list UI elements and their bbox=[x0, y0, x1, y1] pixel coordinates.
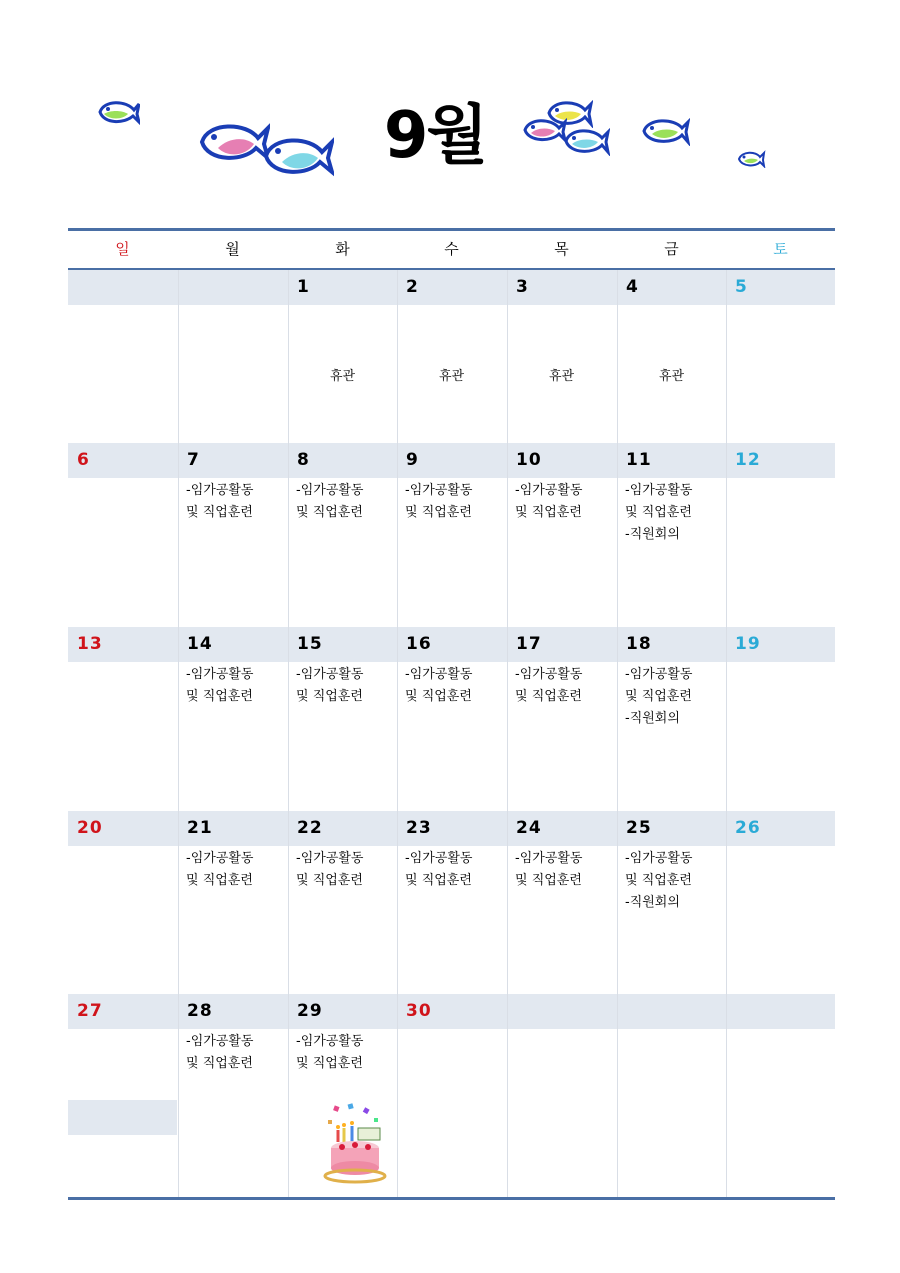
day-number: 6 bbox=[77, 450, 90, 470]
event-note: -임가공활동 bbox=[405, 667, 473, 682]
event-note: 및 직업훈련 bbox=[405, 505, 472, 520]
week-number-band bbox=[68, 994, 835, 1029]
day-number: 19 bbox=[735, 634, 761, 654]
closed-label: 휴관 bbox=[658, 369, 685, 384]
fish-icon bbox=[198, 120, 270, 164]
week-number-band bbox=[68, 627, 835, 662]
week-number-band bbox=[68, 270, 835, 305]
week-number-band bbox=[68, 811, 835, 846]
event-note: -임가공활동 bbox=[405, 483, 473, 498]
day-number: 17 bbox=[516, 634, 542, 654]
day-number: 5 bbox=[735, 277, 748, 297]
day-number: 1 bbox=[297, 277, 310, 297]
event-note: 및 직업훈련 bbox=[186, 873, 253, 888]
event-note: -임가공활동 bbox=[625, 667, 693, 682]
weekday-header: 월 bbox=[225, 240, 240, 258]
event-note: 및 직업훈련 bbox=[625, 873, 692, 888]
day-number: 7 bbox=[187, 450, 200, 470]
day-number: 25 bbox=[626, 818, 652, 838]
weekday-header: 일 bbox=[115, 240, 130, 258]
event-note: 및 직업훈련 bbox=[515, 505, 582, 520]
weekday-header: 토 bbox=[773, 240, 788, 258]
page-title: 9월 bbox=[383, 99, 487, 173]
day-number: 4 bbox=[626, 277, 639, 297]
day-number: 22 bbox=[297, 818, 323, 838]
fish-icon bbox=[736, 150, 766, 168]
event-note: -임가공활동 bbox=[296, 483, 364, 498]
day-number: 11 bbox=[626, 450, 652, 470]
calendar-bottom-rule bbox=[68, 1197, 835, 1200]
column-divider bbox=[178, 270, 179, 1197]
event-note: -임가공활동 bbox=[296, 1034, 364, 1049]
day-number: 27 bbox=[77, 1001, 103, 1021]
fish-icon bbox=[521, 116, 567, 144]
day-number: 24 bbox=[516, 818, 542, 838]
day-number: 3 bbox=[516, 277, 529, 297]
event-note: 및 직업훈련 bbox=[625, 689, 692, 704]
event-note: -임가공활동 bbox=[625, 851, 693, 866]
column-divider bbox=[726, 270, 727, 1197]
event-note: 및 직업훈련 bbox=[296, 505, 363, 520]
day-number: 13 bbox=[77, 634, 103, 654]
event-note: 및 직업훈련 bbox=[296, 1056, 363, 1071]
event-note: -임가공활동 bbox=[515, 851, 583, 866]
event-note: -직원회의 bbox=[625, 711, 680, 726]
week-number-band bbox=[68, 443, 835, 478]
event-note: -임가공활동 bbox=[296, 667, 364, 682]
event-note: -임가공활동 bbox=[515, 667, 583, 682]
weekday-header: 금 bbox=[664, 240, 679, 258]
day-number: 28 bbox=[187, 1001, 213, 1021]
event-note: 및 직업훈련 bbox=[296, 873, 363, 888]
event-note: 및 직업훈련 bbox=[515, 689, 582, 704]
event-note: -임가공활동 bbox=[625, 483, 693, 498]
day-number: 29 bbox=[297, 1001, 323, 1021]
day-number: 23 bbox=[406, 818, 432, 838]
event-note: -임가공활동 bbox=[186, 1034, 254, 1049]
event-note: 및 직업훈련 bbox=[625, 505, 692, 520]
birthday-cake-icon bbox=[322, 1102, 388, 1186]
weekday-header: 수 bbox=[444, 240, 459, 258]
event-note: 및 직업훈련 bbox=[515, 873, 582, 888]
event-note: -임가공활동 bbox=[515, 483, 583, 498]
event-note: -임가공활동 bbox=[186, 483, 254, 498]
day-number: 15 bbox=[297, 634, 323, 654]
event-note: 및 직업훈련 bbox=[186, 505, 253, 520]
day-number: 8 bbox=[297, 450, 310, 470]
day-number: 21 bbox=[187, 818, 213, 838]
fish-icon bbox=[96, 98, 140, 126]
event-note: -임가공활동 bbox=[296, 851, 364, 866]
event-note: -직원회의 bbox=[625, 527, 680, 542]
day-number: 12 bbox=[735, 450, 761, 470]
column-divider bbox=[507, 270, 508, 1197]
weekday-header: 화 bbox=[335, 240, 350, 258]
event-note: -직원회의 bbox=[625, 895, 680, 910]
event-note: 및 직업훈련 bbox=[405, 873, 472, 888]
event-note: -임가공활동 bbox=[186, 667, 254, 682]
event-note: 및 직업훈련 bbox=[405, 689, 472, 704]
event-note: 및 직업훈련 bbox=[296, 689, 363, 704]
weekday-header: 목 bbox=[554, 240, 569, 258]
column-divider bbox=[617, 270, 618, 1197]
day-number: 26 bbox=[735, 818, 761, 838]
day-number: 9 bbox=[406, 450, 419, 470]
event-note: 및 직업훈련 bbox=[186, 1056, 253, 1071]
event-note: -임가공활동 bbox=[186, 851, 254, 866]
day-number: 14 bbox=[187, 634, 213, 654]
closed-label: 휴관 bbox=[548, 369, 575, 384]
event-note: 및 직업훈련 bbox=[186, 689, 253, 704]
day-number: 30 bbox=[406, 1001, 432, 1021]
closed-label: 휴관 bbox=[329, 369, 356, 384]
day-number: 2 bbox=[406, 277, 419, 297]
day-number: 10 bbox=[516, 450, 542, 470]
fish-icon bbox=[640, 116, 690, 146]
day-number: 16 bbox=[406, 634, 432, 654]
day-number: 18 bbox=[626, 634, 652, 654]
fish-icon bbox=[562, 126, 610, 156]
fish-icon bbox=[262, 134, 334, 178]
day-number: 20 bbox=[77, 818, 103, 838]
empty-band bbox=[68, 1100, 177, 1135]
closed-label: 휴관 bbox=[438, 369, 465, 384]
event-note: -임가공활동 bbox=[405, 851, 473, 866]
